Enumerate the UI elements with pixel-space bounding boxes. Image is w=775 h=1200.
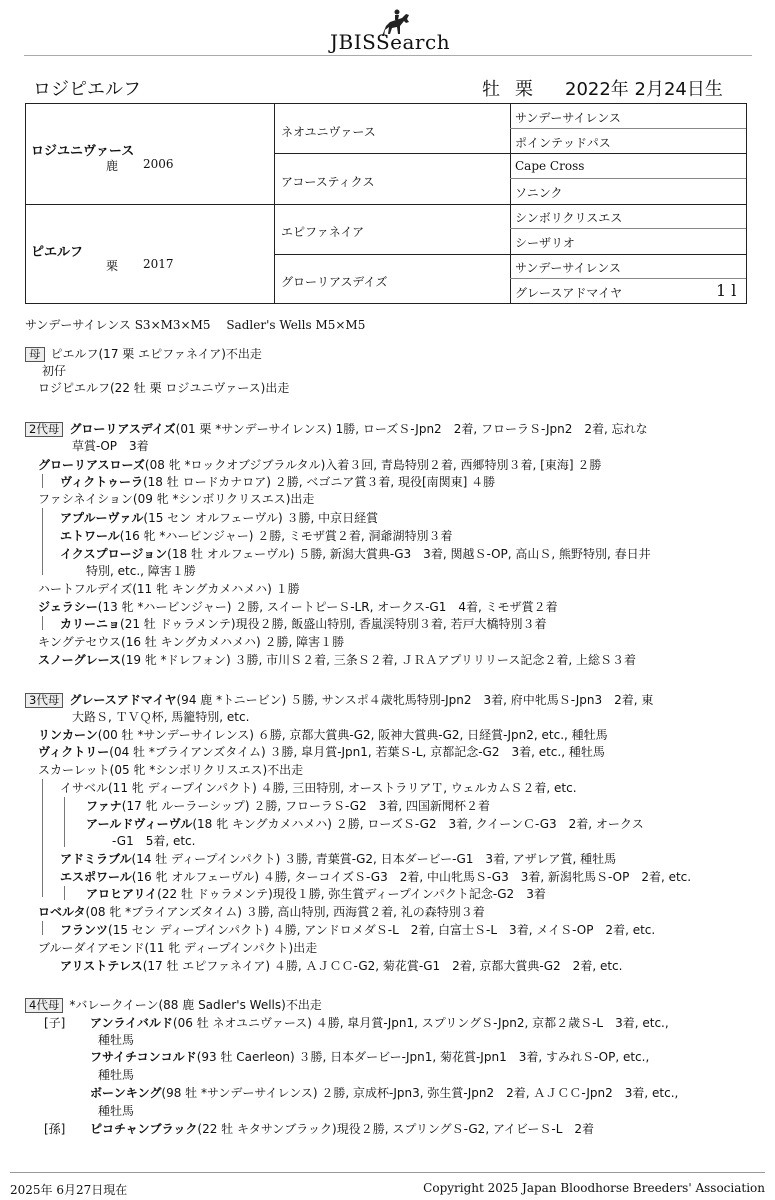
gen4-line: ピコチャンブラック(22 牡 キタサンブラック)現役２勝, スプリングＳ-G2, アイビーＳ-L 2着 bbox=[90, 1122, 595, 1136]
sire-color: 鹿 bbox=[106, 159, 119, 173]
gen3-line: ヴィクトリー(04 牡 *ブライアンズタイム) ３勝, 皐月賞-Jpn1, 若葉Ｓ-L, 京都記念-G2 3着, etc., 種牡馬 bbox=[38, 745, 605, 759]
gen4-line: 種牡馬 bbox=[98, 1068, 135, 1082]
gen3-line: ロベルタ(08 牝 *ブライアンズタイム) ３勝, 高山特別, 西海賞２着, 礼の森特別３着 bbox=[38, 905, 485, 919]
gen2-line: グローリアスローズ(08 牝 *ロックオブジブラルタル)入着３回, 青島特別２着, 西郷特別３着, [東海] ２勝 bbox=[38, 458, 602, 472]
horse-link[interactable]: エトワール bbox=[60, 529, 120, 543]
horse-link[interactable]: アプルーヴァル bbox=[60, 511, 144, 525]
inbreeding-info: サンデーサイレンス S3×M3×M5 Sadler's Wells M5×M5 bbox=[25, 318, 366, 332]
gen3-line: ブルーダイアモンド(11 牝 ディープインパクト)出走 bbox=[38, 941, 318, 955]
gen4-line: アンライバルド(06 牡 ネオユニヴァース) ４勝, 皐月賞-Jpn1, スプリングＳ-Jpn2, 京都２歳Ｓ-L 3着, etc., bbox=[90, 1016, 669, 1030]
header-divider bbox=[24, 55, 752, 56]
gen2-line: 特別, etc., 障害１勝 bbox=[86, 564, 196, 578]
horse-link[interactable]: カリーニョ bbox=[60, 617, 121, 631]
horse-link[interactable]: ヴィクトゥーラ bbox=[60, 475, 143, 489]
gen2-ancestor[interactable]: アコースティクス bbox=[281, 175, 375, 189]
gen4-line: ボーンキング(98 牡 *サンデーサイレンス) ２勝, 京成杯-Jpn3, 弥生賞-Jpn2 2着, ＡＪＣＣ-Jpn2 3着, etc., bbox=[90, 1086, 679, 1100]
gen2-line: キングテセウス(16 牡 キングカメハメハ) ２勝, 障害１勝 bbox=[38, 635, 345, 649]
horse-link[interactable]: スノーグレース bbox=[38, 653, 122, 667]
gen4-line: 種牡馬 bbox=[98, 1104, 135, 1118]
gen2-ancestor[interactable]: グローリアスデイズ bbox=[281, 275, 388, 289]
horse-link[interactable]: リンカーン bbox=[38, 728, 98, 742]
gen3-ancestor[interactable]: ソニンク bbox=[515, 186, 563, 200]
gen3-ancestor[interactable]: シンボリクリスエス bbox=[515, 211, 623, 225]
gen2-ancestor[interactable]: ネオユニヴァース bbox=[281, 125, 376, 139]
horse-sex: 牡 bbox=[482, 79, 500, 100]
horse-link[interactable]: イクスプロージョン bbox=[60, 547, 168, 561]
gen3-ancestor[interactable]: ポインテッドパス bbox=[515, 136, 611, 150]
horse-link[interactable]: フランツ bbox=[60, 923, 109, 937]
gen3-line: フランツ(15 セン ディープインパクト) ４勝, アンドロメダＳ-L 2着, 白富士Ｓ-L 3着, メイＳ-OP 2着, etc. bbox=[60, 923, 656, 937]
dam-year: 2017 bbox=[143, 257, 174, 271]
gen4-line: フサイチコンコルド(93 牡 Caerleon) ３勝, 日本ダービー-Jpn1, 菊花賞-Jpn1 3着, すみれＳ-OP, etc., bbox=[90, 1050, 650, 1064]
gen3-ancestor[interactable]: サンデーサイレンス bbox=[515, 111, 621, 125]
generation-tag: 2代母 bbox=[25, 422, 63, 437]
horse-link[interactable]: アンライバルド bbox=[90, 1016, 173, 1030]
horse-link[interactable]: ジェラシー bbox=[38, 600, 98, 614]
horse-link[interactable]: グローリアスローズ bbox=[38, 458, 145, 472]
family-number: 1 l bbox=[716, 281, 737, 300]
sire-name[interactable]: ロジユニヴァース bbox=[31, 144, 135, 159]
dam-line: ロジピエルフ(22 牡 栗 ロジユニヴァース)出走 bbox=[38, 381, 290, 395]
horse-link[interactable]: フサイチコンコルド bbox=[90, 1050, 197, 1064]
gen3-line: アドミラブル(14 牡 ディープインパクト) ３勝, 青葉賞-G2, 日本ダービー-G1 3着, アザレア賞, 種牡馬 bbox=[60, 852, 617, 866]
gen4-line: 種牡馬 bbox=[98, 1033, 135, 1047]
horse-link[interactable]: アールドヴィーヴル bbox=[86, 817, 193, 831]
gen3-ancestor[interactable]: グレースアドマイヤ bbox=[515, 286, 623, 300]
gen3-ancestor[interactable]: シーザリオ bbox=[515, 236, 575, 250]
gen3-line: 3代母 グレースアドマイヤ(94 鹿 *トニービン) ５勝, サンスポ４歳牝馬特別-Jpn2 3着, 府中牝馬Ｓ-Jpn3 2着, 東 bbox=[25, 693, 653, 708]
horse-link[interactable]: ヴィクトリー bbox=[38, 745, 110, 759]
gen2-ancestor[interactable]: エピファネイア bbox=[281, 225, 365, 239]
grandchild-tag: [孫] bbox=[44, 1122, 66, 1136]
horse-link[interactable]: エスポワール bbox=[60, 870, 132, 884]
copyright: Copyright 2025 Japan Bloodhorse Breeders' Association bbox=[423, 1181, 765, 1195]
gen2-line: ハートフルデイズ(11 牝 キングカメハメハ) １勝 bbox=[38, 582, 300, 596]
horse-link[interactable]: ボーンキング bbox=[90, 1086, 162, 1100]
logo-text: JBISSearch bbox=[330, 30, 451, 54]
horse-link[interactable]: ロベルタ bbox=[38, 905, 86, 919]
gen2-line: アプルーヴァル(15 セン オルフェーヴル) ３勝, 中京日経賞 bbox=[60, 511, 379, 525]
pedigree-table bbox=[25, 103, 747, 304]
gen4-heading: 4代母 *バレークイーン(88 鹿 Sadler's Wells)不出走 bbox=[25, 998, 322, 1013]
dam-line: 初仔 bbox=[42, 364, 67, 378]
gen3-line: 大路Ｓ, ＴＶＱ杯, 馬籠特別, etc. bbox=[72, 710, 250, 724]
gen2-line: イクスプロージョン(18 牡 オルフェーヴル) ５勝, 新潟大賞典-G3 3着, 関越Ｓ-OP, 高山Ｓ, 熊野特別, 春日井 bbox=[60, 547, 651, 561]
gen2-line: ヴィクトゥーラ(18 牡 ロードカナロア) ２勝, ベゴニア賞３着, 現役[南関東] ４勝 bbox=[60, 475, 496, 489]
child-tag: [子] bbox=[44, 1016, 66, 1030]
gen3-line: リンカーン(00 牡 *サンデーサイレンス) ６勝, 京都大賞典-G2, 阪神大賞典-G2, 日経賞-Jpn2, etc., 種牡馬 bbox=[38, 728, 608, 742]
gen3-ancestor[interactable]: サンデーサイレンス bbox=[515, 261, 621, 275]
gen3-line: イサベル(11 牝 ディープインパクト) ４勝, 三田特別, オーストラリアＴ, ウェルカムＳ２着, etc. bbox=[60, 781, 577, 795]
sire-year: 2006 bbox=[143, 157, 174, 171]
footer-divider bbox=[10, 1172, 765, 1173]
horse-link[interactable]: アリストテレス bbox=[60, 959, 143, 973]
jbis-search-logo[interactable] bbox=[330, 8, 460, 54]
horse-link[interactable]: グローリアスデイズ bbox=[69, 422, 176, 436]
gen3-line: アールドヴィーヴル(18 牝 キングカメハメハ) ２勝, ローズＳ-G2 3着, クイーンＣ-G3 2着, オークス bbox=[86, 817, 644, 831]
gen3-line: エスポワール(16 牝 オルフェーヴル) ４勝, ターコイズＳ-G3 2着, 中山牝馬Ｓ-G3 3着, 新潟牝馬Ｓ-OP 2着, etc. bbox=[60, 870, 692, 884]
gen3-ancestor[interactable]: Cape Cross bbox=[515, 159, 585, 173]
horse-link[interactable]: アドミラブル bbox=[60, 852, 132, 866]
generation-tag: 母 bbox=[25, 347, 45, 362]
gen2-line: カリーニョ(21 牡 ドゥラメンテ)現役２勝, 飯盛山特別, 香嵐渓特別３着, 若戸大橋特別３着 bbox=[60, 617, 547, 631]
gen2-line: ファシネイション(09 牝 *シンボリクリスエス)出走 bbox=[38, 492, 315, 506]
gen2-line: ジェラシー(13 牝 *ハービンジャー) ２勝, スイートピーＳ-LR, オークス-G1 4着, ミモザ賞２着 bbox=[38, 600, 558, 614]
dam-name[interactable]: ピエルフ bbox=[31, 245, 84, 260]
gen3-line: ファナ(17 牝 ルーラーシップ) ２勝, フローラＳ-G2 3着, 四国新聞杯２着 bbox=[86, 799, 490, 813]
gen3-line: スカーレット(05 牝 *シンボリクリスエス)不出走 bbox=[38, 763, 304, 777]
gen3-line: -G1 5着, etc. bbox=[112, 834, 196, 848]
gen2-line: 2代母 グローリアスデイズ(01 栗 *サンデーサイレンス) 1勝, ローズＳ-Jpn2 2着, フローラＳ-Jpn2 2着, 忘れな bbox=[25, 422, 648, 437]
gen3-line: アリストテレス(17 牡 エピファネイア) ４勝, ＡＪＣＣ-G2, 菊花賞-G1 2着, 京都大賞典-G2 2着, etc. bbox=[60, 959, 623, 973]
gen2-line: エトワール(16 牝 *ハービンジャー) ２勝, ミモザ賞２着, 洞爺湖特別３着 bbox=[60, 529, 453, 543]
as-of-date: 2025年 6月27日現在 bbox=[10, 1183, 128, 1197]
dam-color: 栗 bbox=[106, 259, 119, 273]
gen2-line: 草賞-OP 3着 bbox=[72, 439, 149, 453]
horse-name: ロジピエルフ bbox=[33, 79, 141, 100]
dam-section-heading: 母 ピエルフ(17 栗 エピファネイア)不出走 bbox=[25, 347, 262, 362]
birth-date: 2022年 2月24日生 bbox=[565, 79, 723, 100]
horse-link[interactable]: ピコチャンブラック bbox=[90, 1122, 198, 1136]
generation-tag: 3代母 bbox=[25, 693, 63, 708]
horse-link[interactable]: アロヒアリイ bbox=[86, 887, 158, 901]
horse-color: 栗 bbox=[515, 79, 533, 100]
generation-tag: 4代母 bbox=[25, 998, 63, 1013]
horse-link[interactable]: ファナ bbox=[86, 799, 122, 813]
gen2-line: スノーグレース(19 牝 *ドレフォン) ３勝, 市川Ｓ２着, 三条Ｓ２着, ＪＲＡアプリリリース記念２着, 上総Ｓ３着 bbox=[38, 653, 636, 667]
horse-link[interactable]: グレースアドマイヤ bbox=[69, 693, 177, 707]
gen3-line: アロヒアリイ(22 牡 ドゥラメンテ)現役１勝, 弥生賞ディープインパクト記念-G2 3着 bbox=[86, 887, 546, 901]
